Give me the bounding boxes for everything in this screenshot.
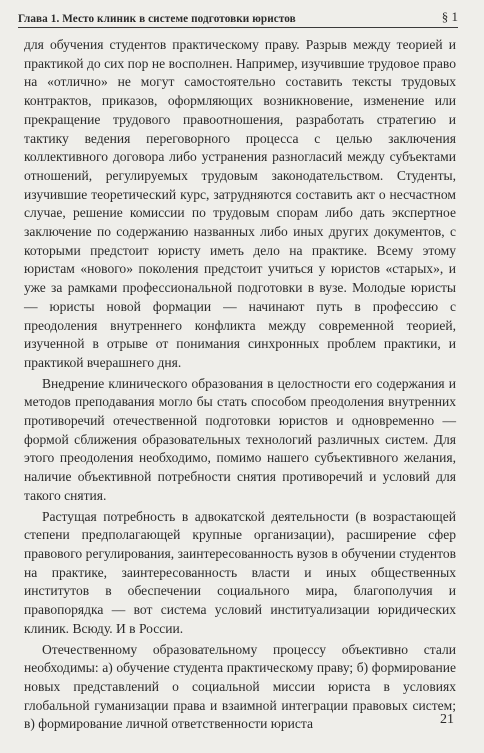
- paragraph-2: Внедрение клинического образования в целостности его содержания и методов преподавания могло бы стать способом преодоления внутренних противоречий отечественной подготовки юристов и одновременно — формой сближения образовательных технологий различных систем. Для этого преодоления необходимо, помимо нашего субъективного желания, наличие объективной потребности снятия противоречий и условий для такого снятия.: [24, 375, 456, 503]
- paragraph-1: для обучения студентов практическому праву. Разрыв между теорией и практикой до сих пор не восполнен. Например, изучившие трудовое право на «отлично» не могут самостоятельно составить тексты трудовых контрактов, приказов, оформляющих возникновение, изменение или прекращение трудового правоотношения, разработать стратегию и тактику ведения переговорного процесса с целью заключения коллективного договора либо устранения разногласий между субъектами отношений, регулируемых трудовым законодательством. Студенты, изучившие теоретический курс, затрудняются составить акт о несчастном случае, решение комиссии по трудовым спорам либо дать экспертное заключение по содержанию названных либо иных других документов, с которыми предстоит юристу иметь дело на практике. Всему этому юристам «нового» поколения предстоит учиться у юристов «старых», и уже за рамками профессиональной подготовки в вузе. Молодые юристы — юристы новой формации — начинают путь в профессию с преодоления внутреннего конфликта между современной теорией, изученной в отрыве от понимания синхронных проблем практики, и практикой вчерашнего дня.: [24, 37, 456, 370]
- body-text: [24, 36, 456, 734]
- paragraph-3: Растущая потребность в адвокатской деятельности (в возрастающей степени предполагающей крупные организации), расширение сфер правового регулирования, заинтересованность вузов в обучении студентов на практике, заинтересованность власти и иных общественных институтов в обеспечении социального мира, благополучия и правопорядка — вот система условий институализации юридических клиник. Всюду. И в России.: [24, 508, 456, 636]
- paragraph-4: Отечественному образовательному процессу объективно стали необходимы: а) обучение студента практическому праву; б) формирование новых представлений о социальной миссии юриста в условиях глобальной гуманизации права и взаимной интеграции правовых систем; в) формирование личной ответственности юриста: [24, 641, 456, 732]
- section-marker: § 1: [441, 9, 458, 24]
- chapter-title: Глава 1. Место клиник в системе подготовки юристов: [18, 13, 296, 25]
- page-number: 21: [440, 712, 454, 727]
- running-head: [18, 8, 458, 28]
